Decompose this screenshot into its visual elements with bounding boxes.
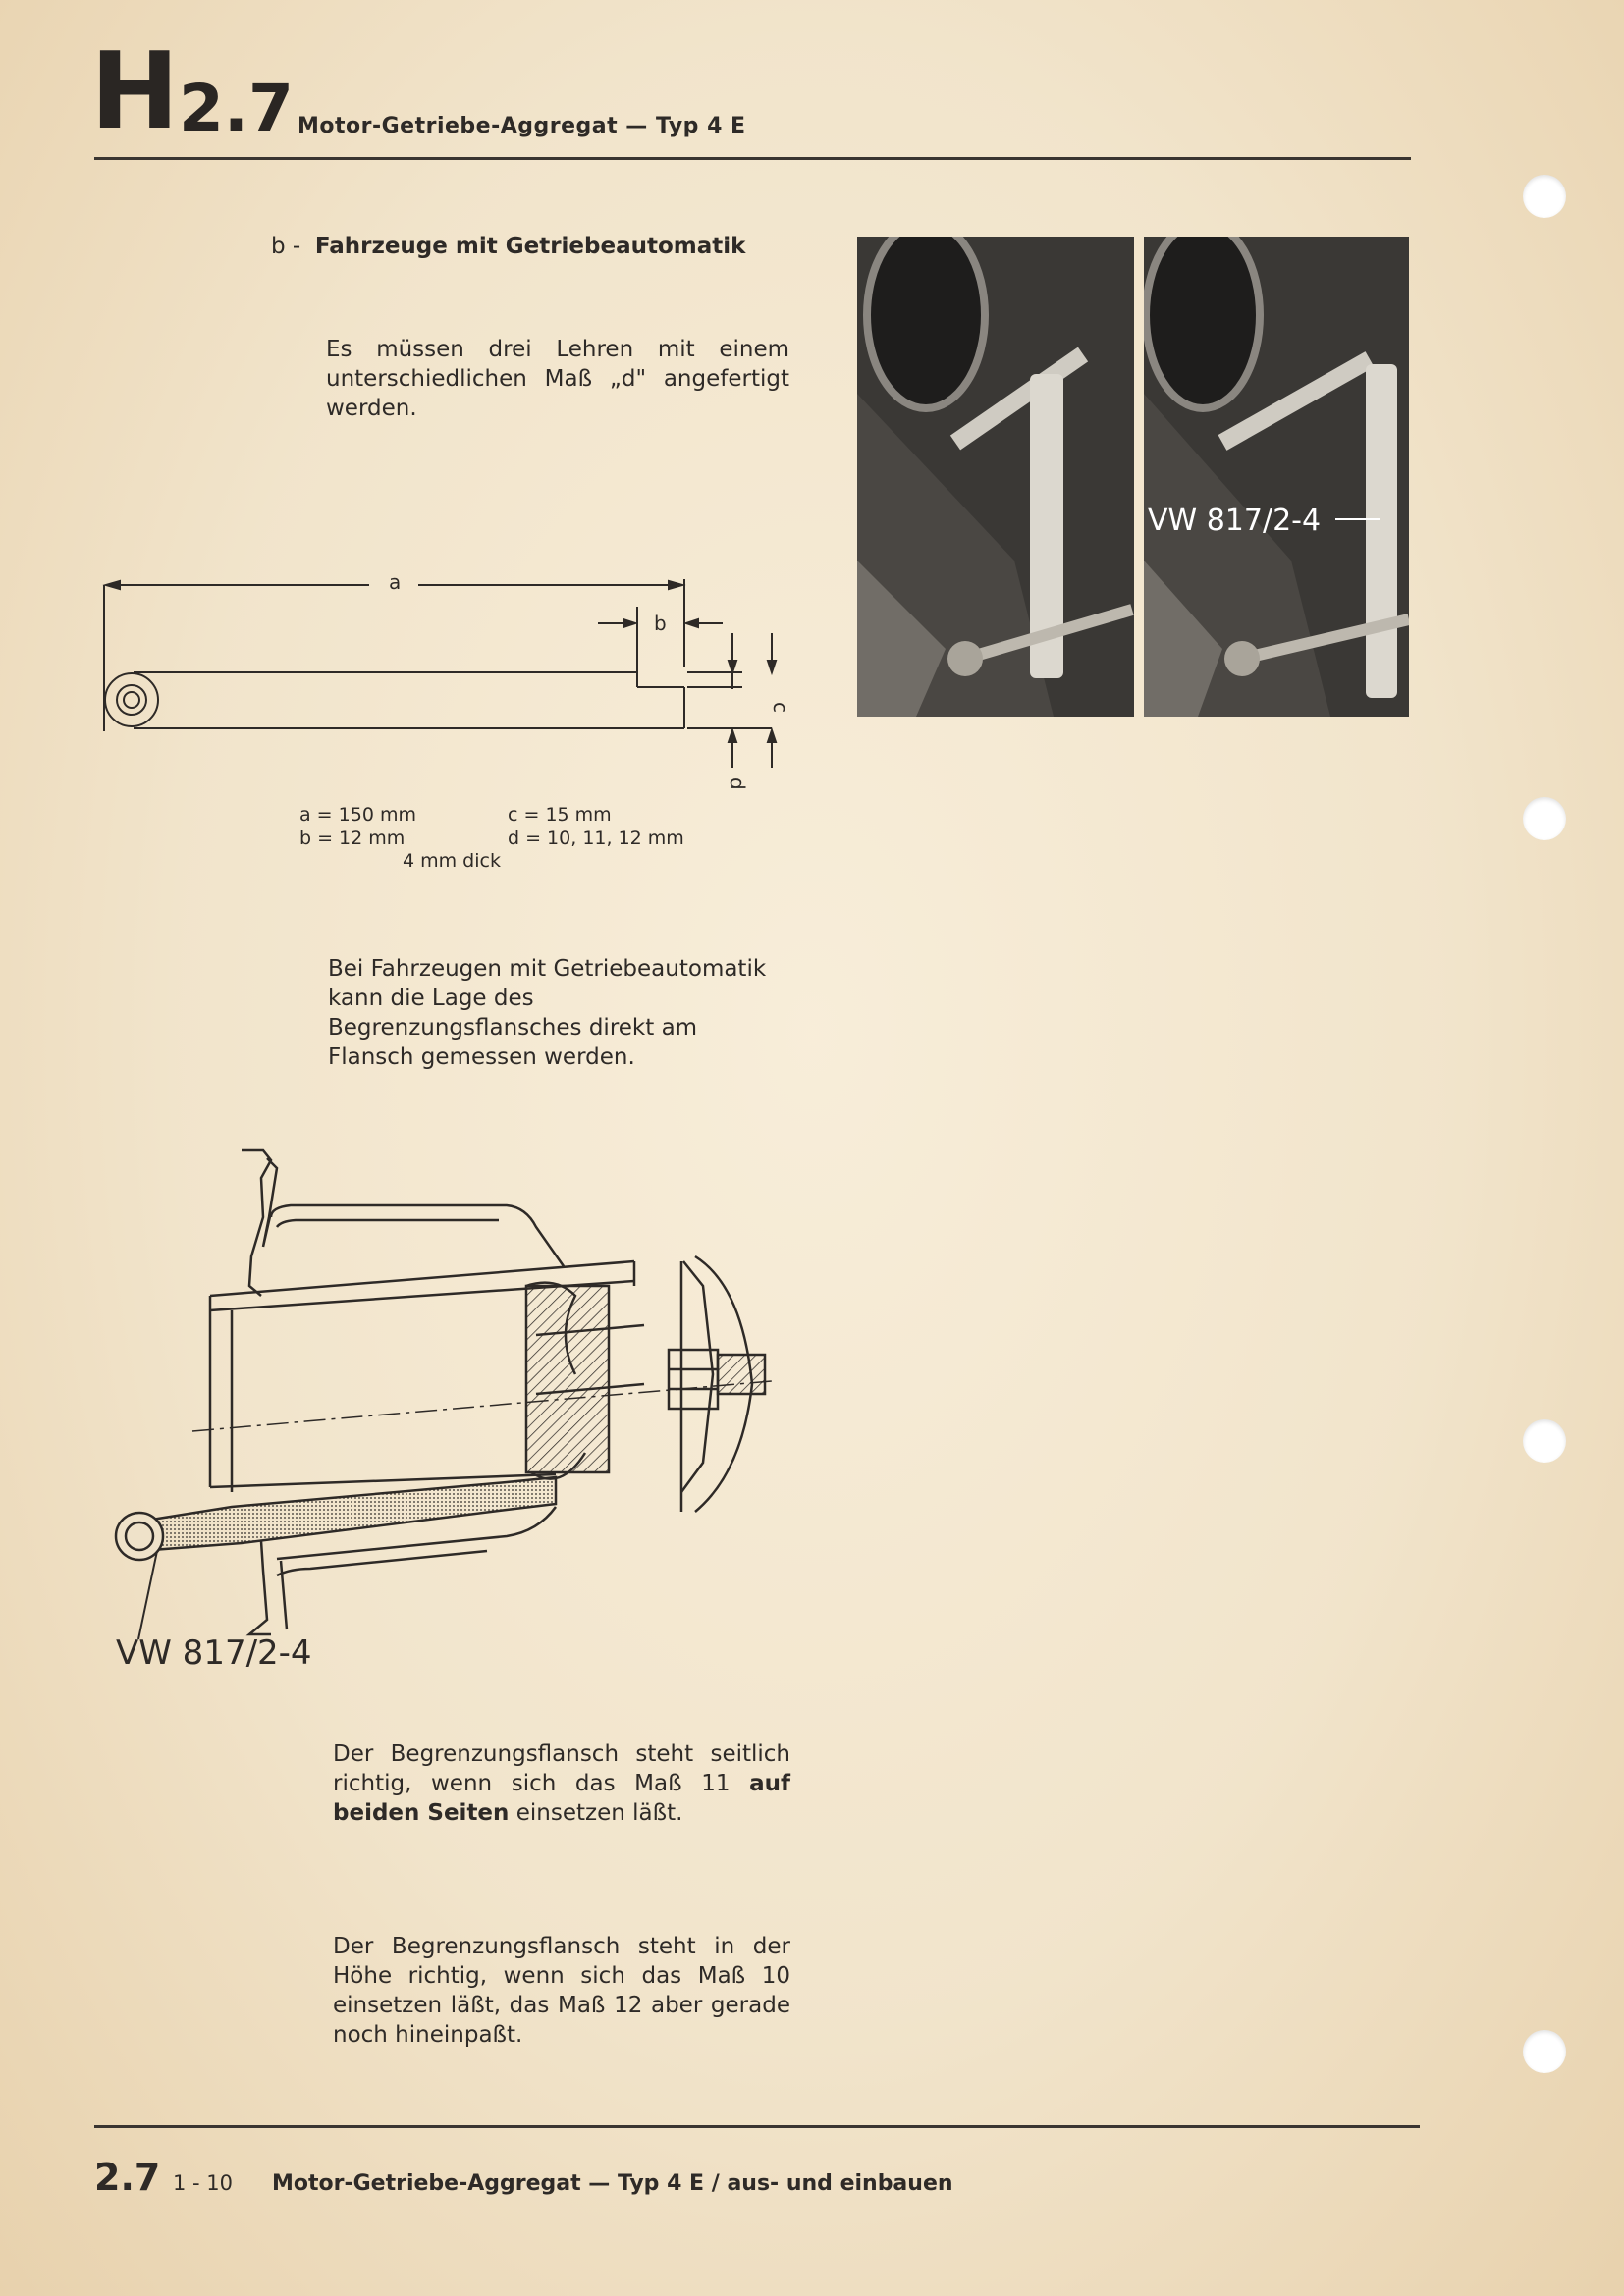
binder-hole — [1523, 175, 1566, 218]
lateral-text-before: Der Begrenzungsflansch steht seitlich richtig, wenn sich das Maß 11 — [333, 1741, 790, 1796]
page-title: Motor-Getriebe-Aggregat — Typ 4 E — [298, 114, 746, 138]
binder-hole — [1523, 1419, 1566, 1463]
dimension-b: b = 12 mm — [299, 828, 406, 849]
measure-paragraph: Bei Fahrzeugen mit Getriebeautomatik kann die Lage des Begrenzungsflansches direkt am Flansch gemessen werden. — [328, 956, 767, 1070]
height-paragraph: Der Begrenzungsflansch steht in der Höhe richtig, wenn sich das Maß 10 einsetzen läßt, das Maß 12 aber gerade noch hineinpaßt. — [333, 1934, 790, 2048]
section-letter: H — [90, 30, 180, 153]
section-drawing-label: VW 817/2-4 — [116, 1633, 312, 1673]
dimension-c: c = 15 mm — [508, 804, 612, 826]
photo-right — [1144, 237, 1409, 717]
dim-label-c: c — [769, 702, 792, 713]
header-rule — [94, 157, 1411, 160]
photo-left — [857, 237, 1134, 717]
lateral-text-after: einsetzen läßt. — [509, 1800, 683, 1826]
dimension-thickness: 4 mm dick — [403, 850, 501, 872]
footer-section: 2.7 — [94, 2156, 161, 2199]
dimension-a: a = 150 mm — [299, 804, 416, 826]
lateral-paragraph — [333, 1739, 790, 1828]
dim-label-a: a — [389, 570, 402, 594]
photo-left-image — [857, 237, 1134, 717]
section-drawing — [94, 1139, 801, 1688]
footer-rule — [94, 2125, 1420, 2128]
footer-title: Motor-Getriebe-Aggregat — Typ 4 E / aus- und einbauen — [272, 2171, 953, 2196]
gauge-drawing — [94, 560, 801, 795]
photo-right-image — [1144, 237, 1409, 717]
dimension-d: d = 10, 11, 12 mm — [508, 828, 684, 849]
footer-page-number: 1 - 10 — [173, 2171, 234, 2195]
subheading-prefix: b - — [271, 234, 301, 259]
intro-paragraph: Es müssen drei Lehren mit einem unterschiedlichen Maß „d" angefertigt werden. — [326, 337, 789, 421]
binder-hole — [1523, 797, 1566, 840]
dim-label-d: d — [726, 777, 749, 790]
photo-label: VW 817/2-4 — [1148, 504, 1322, 538]
dim-label-b: b — [654, 612, 667, 635]
subheading — [271, 234, 745, 259]
section-number: 2.7 — [179, 71, 294, 146]
subheading-title: Fahrzeuge mit Getriebeautomatik — [314, 234, 746, 259]
binder-hole — [1523, 2030, 1566, 2073]
lateral-text-bold: auf beiden Seiten — [333, 1771, 790, 1826]
